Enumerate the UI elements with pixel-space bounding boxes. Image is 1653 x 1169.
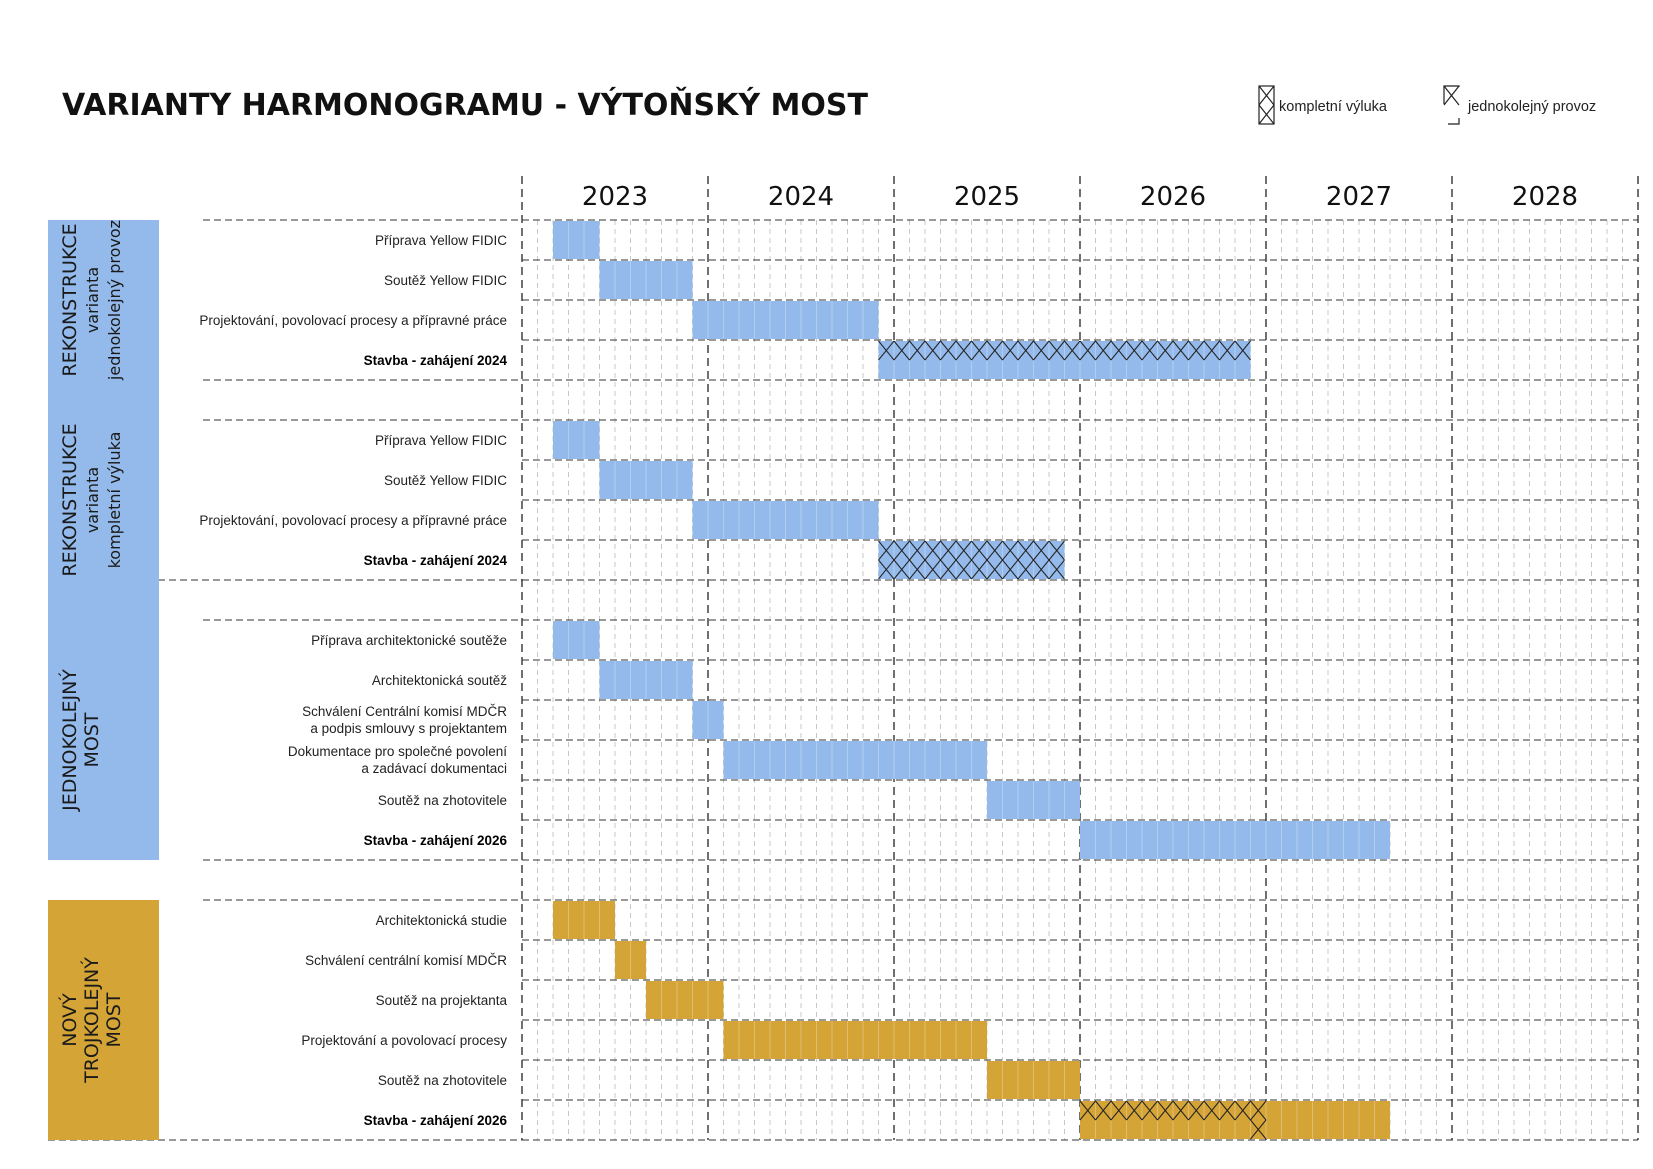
task-label: Příprava Yellow FIDIC xyxy=(374,433,507,448)
group-label: NOVÝ xyxy=(59,993,81,1047)
year-label: 2027 xyxy=(1325,182,1393,212)
group-label: MOST xyxy=(81,712,103,768)
group-label: varianta xyxy=(83,266,102,334)
legend-full-closure-icon xyxy=(1259,86,1274,124)
task-labels xyxy=(199,233,507,1128)
task-label: Soutěž na zhotovitele xyxy=(377,1073,507,1088)
group-label: jednokolejný provoz xyxy=(105,219,124,381)
task-label: Stavba - zahájení 2026 xyxy=(363,1113,507,1128)
group-label: varianta xyxy=(83,466,102,534)
group-label: kompletní výluka xyxy=(105,431,124,569)
group-label: REKONSTRUKCE xyxy=(59,423,81,577)
year-label: 2025 xyxy=(953,182,1021,212)
task-bar xyxy=(724,741,988,779)
task-bar xyxy=(646,981,724,1019)
group-label: MOST xyxy=(103,992,125,1048)
task-label: Projektování, povolovací procesy a přípravné práce xyxy=(199,313,507,328)
task-label: Architektonická studie xyxy=(375,913,507,928)
task-label: Projektování, povolovací procesy a přípravné práce xyxy=(199,513,507,528)
task-label: Stavba - zahájení 2026 xyxy=(363,833,507,848)
group-labels xyxy=(48,220,159,1140)
year-label: 2023 xyxy=(581,182,649,212)
legend-label-single-track: jednokolejný provoz xyxy=(1468,99,1597,115)
task-label: Schválení Centrální komisí MDČR xyxy=(302,704,507,719)
task-label: Příprava Yellow FIDIC xyxy=(374,233,507,248)
task-label: Soutěž Yellow FIDIC xyxy=(383,473,507,488)
task-bar xyxy=(724,1021,988,1059)
task-label: Příprava architektonické soutěže xyxy=(311,633,507,648)
legend-label-full-closure: kompletní výluka xyxy=(1279,99,1387,115)
task-label: Soutěž na zhotovitele xyxy=(377,793,507,808)
task-label: Projektování a povolovací procesy xyxy=(301,1033,507,1048)
chart-title: VARIANTY HARMONOGRAMU - VÝTOŇSKÝ MOST xyxy=(62,88,868,123)
group-label: TROJKOLEJNÝ xyxy=(81,957,103,1083)
task-label: Architektonická soutěž xyxy=(371,673,507,688)
task-label: Schválení centrální komisí MDČR xyxy=(305,953,507,968)
legend xyxy=(1259,86,1596,124)
year-label: 2028 xyxy=(1511,182,1579,212)
legend-single-track-icon xyxy=(1440,86,1464,124)
task-label: Stavba - zahájení 2024 xyxy=(363,553,507,568)
task-bar xyxy=(553,621,600,659)
year-label: 2026 xyxy=(1139,182,1207,212)
task-bar xyxy=(553,221,600,259)
task-label: Stavba - zahájení 2024 xyxy=(363,353,507,368)
task-label: a zadávací dokumentaci xyxy=(361,761,507,776)
group-label: JEDNOKOLEJNÝ xyxy=(59,669,81,811)
task-label: a podpis smlouvy s projektantem xyxy=(310,721,507,736)
group-label: REKONSTRUKCE xyxy=(59,223,81,377)
task-bar xyxy=(553,421,600,459)
task-label: Soutěž Yellow FIDIC xyxy=(383,273,507,288)
task-label: Dokumentace pro společné povolení xyxy=(287,744,507,759)
task-label: Soutěž na projektanta xyxy=(375,993,507,1008)
year-label: 2024 xyxy=(767,182,835,212)
